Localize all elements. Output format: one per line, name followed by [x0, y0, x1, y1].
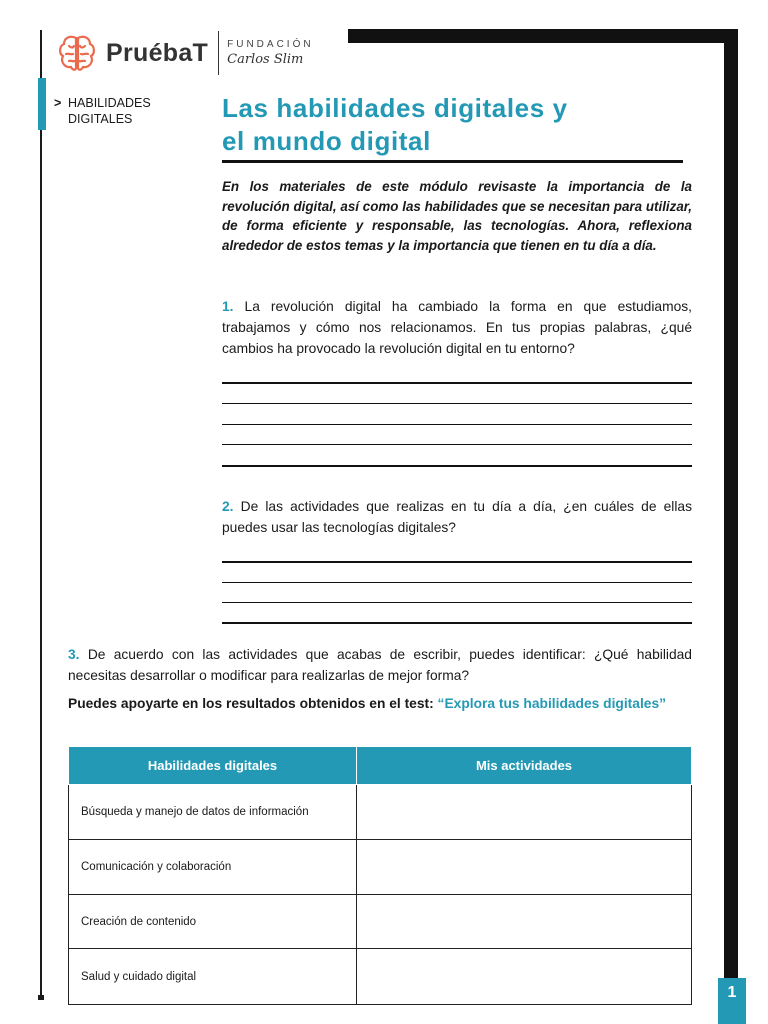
foundation-name: Carlos Slim	[227, 52, 304, 67]
top-frame-bar	[348, 29, 738, 43]
page-title-line1: Las habilidades digitales y	[222, 93, 568, 123]
brand-name: PruébaT	[106, 38, 209, 67]
page-number: 1	[718, 978, 746, 1024]
section-accent-bar	[38, 78, 46, 130]
skill-cell: Búsqueda y manejo de datos de información	[69, 785, 357, 840]
question-1-number: 1.	[222, 299, 234, 314]
header-my-activities: Mis actividades	[357, 747, 692, 785]
brain-icon	[56, 32, 98, 74]
answer-line[interactable]	[222, 403, 692, 404]
page-title	[222, 92, 568, 158]
left-margin-rule-end	[38, 995, 44, 1000]
intro-paragraph: En los materiales de este módulo revisaste la importancia de la revolución digital, así como las habilidades que se necesitan para utilizar, de forma eficiente y responsable, las tecnologías. Ahora, reflexiona alrededor de estos temas y la importancia que tienen en tu día a día.	[222, 179, 692, 253]
foundation-label: FUNDACIÓN	[227, 39, 314, 50]
test-link[interactable]: “Explora tus habilidades digitales”	[437, 696, 667, 711]
chevron-right-icon: >	[54, 96, 62, 110]
answer-line[interactable]	[222, 582, 692, 583]
answer-line[interactable]	[222, 622, 692, 624]
question-3-number: 3.	[68, 647, 80, 662]
answer-line[interactable]	[222, 444, 692, 445]
answer-line[interactable]	[222, 382, 692, 384]
question-3	[68, 644, 692, 686]
activity-cell[interactable]	[357, 785, 692, 840]
section-label-line1: HABILIDADES	[68, 96, 151, 110]
skill-cell: Comunicación y colaboración	[69, 840, 357, 895]
activity-cell[interactable]	[357, 895, 692, 949]
header-logo	[56, 30, 314, 76]
answer-line[interactable]	[222, 602, 692, 603]
hint-lead: Puedes apoyarte en los resultados obtenidos en el test:	[68, 696, 438, 711]
answer-line[interactable]	[222, 561, 692, 563]
table-row	[69, 785, 692, 840]
skills-table	[68, 746, 692, 1005]
section-label-text	[68, 95, 151, 127]
question-1	[222, 296, 692, 359]
right-frame-bar	[724, 29, 738, 995]
table-row	[69, 895, 692, 949]
page-title-line2: el mundo digital	[222, 126, 431, 156]
table-row	[69, 949, 692, 1005]
table-row	[69, 840, 692, 895]
foundation-logo	[227, 40, 313, 66]
answer-line[interactable]	[222, 465, 692, 467]
question-1-text: La revolución digital ha cambiado la forma en que estudiamos, trabajamos y cómo nos relacionamos. En tus propias palabras, ¿qué cambios ha provocado la revolución digital en tu entorno?	[222, 299, 692, 356]
question-2-number: 2.	[222, 499, 234, 514]
activity-cell[interactable]	[357, 840, 692, 895]
section-label	[54, 95, 151, 127]
question-2	[222, 496, 692, 538]
title-underline	[222, 160, 683, 163]
logo-divider	[218, 31, 219, 75]
question-2-text: De las actividades que realizas en tu día a día, ¿en cuáles de ellas puedes usar las tecnologías digitales?	[222, 499, 692, 535]
table-header-row	[69, 747, 692, 785]
section-label-line2: DIGITALES	[68, 112, 133, 126]
header-digital-skills: Habilidades digitales	[69, 747, 357, 785]
hint-text	[68, 696, 666, 711]
activity-cell[interactable]	[357, 949, 692, 1005]
skill-cell: Salud y cuidado digital	[69, 949, 357, 1005]
answer-line[interactable]	[222, 424, 692, 425]
skill-cell: Creación de contenido	[69, 895, 357, 949]
left-margin-rule	[40, 30, 42, 1000]
question-3-text: De acuerdo con las actividades que acabas de escribir, puedes identificar: ¿Qué habilidad necesitas desarrollar o modificar para realizarlas de mejor forma?	[68, 647, 692, 683]
